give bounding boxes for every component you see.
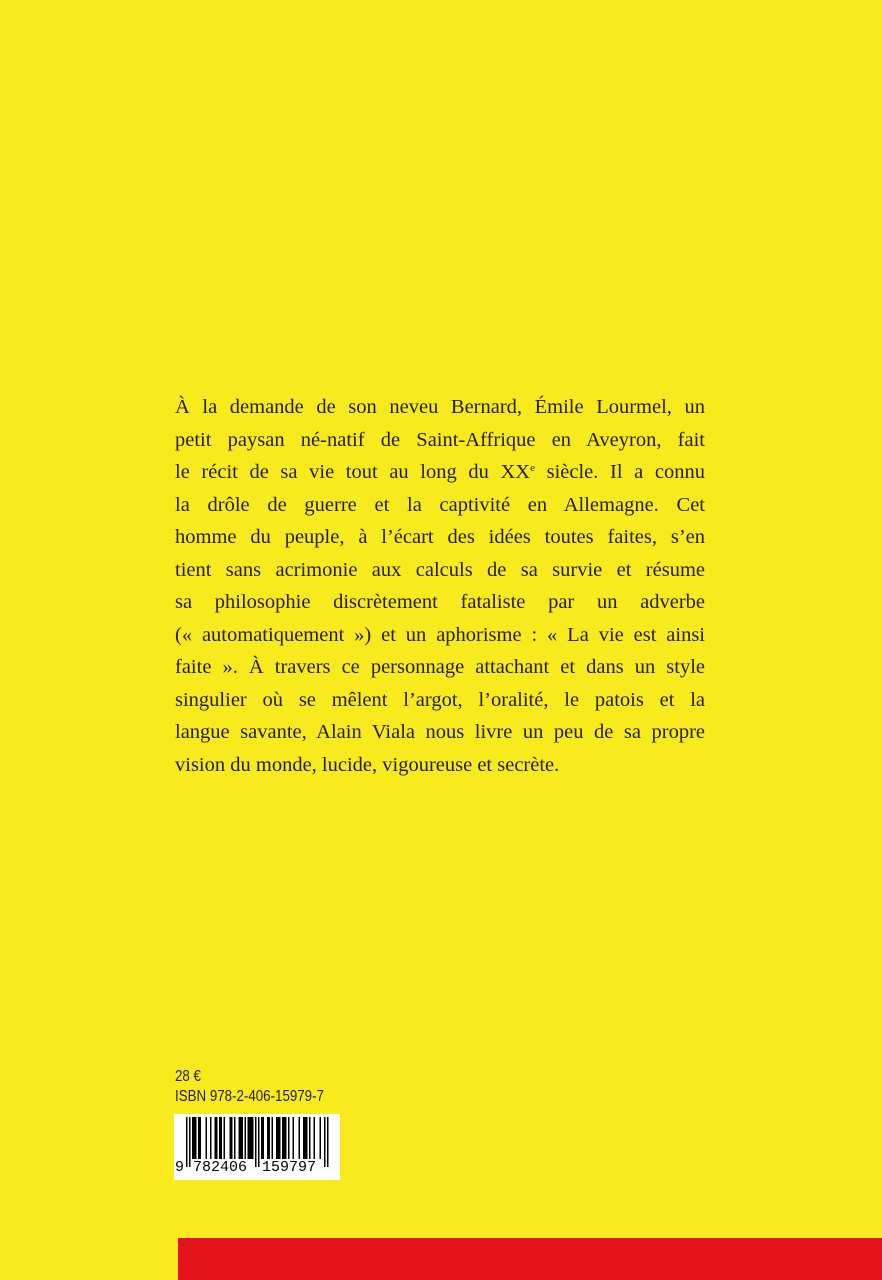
barcode-bar <box>215 1117 217 1159</box>
barcode-bar <box>320 1117 322 1159</box>
red-band <box>178 1238 882 1280</box>
blurb-line: vision du monde, lucide, vigoureuse et secrète. <box>175 753 560 776</box>
barcode-bar <box>252 1117 254 1159</box>
barcode-right-group: 159797 <box>262 1159 317 1176</box>
barcode-bar <box>200 1117 202 1159</box>
blurb-line: homme du peuple, à l’écart des idées toutes faites, s’en <box>175 526 705 548</box>
barcode-bar <box>234 1117 236 1159</box>
back-cover-blurb <box>175 391 705 781</box>
barcode-bar <box>288 1117 290 1159</box>
barcode-bar <box>309 1117 311 1159</box>
barcode-bar <box>261 1117 263 1159</box>
century-numeral: XX <box>500 461 531 483</box>
blurb-line: sa philosophie discrètement fataliste par un adverbe <box>175 591 705 613</box>
barcode-bar <box>269 1117 271 1159</box>
barcode-bar <box>305 1117 307 1159</box>
blurb-line: À la demande de son neveu Bernard, Émile Lourmel, un <box>175 396 705 418</box>
barcode-bar <box>206 1117 208 1159</box>
blurb-line <box>175 456 705 489</box>
barcode-first-digit: 9 <box>175 1159 185 1176</box>
blurb-line: faite ». À travers ce personnage attachant et dans un style <box>175 656 705 678</box>
barcode-bar <box>248 1117 250 1159</box>
barcode-bar <box>282 1117 284 1159</box>
blurb-line: petit paysan né-natif de Saint-Affrique en Aveyron, fait <box>175 428 705 451</box>
blurb-line: tient sans acrimonie aux calculs de sa survie et résume <box>175 558 705 581</box>
barcode-bar <box>231 1117 233 1159</box>
blurb-line: (« automatiquement ») et un aphorisme : « La vie est ainsi <box>175 623 705 646</box>
barcode-bar <box>219 1117 221 1159</box>
barcode-bar <box>195 1117 197 1159</box>
barcode-bar <box>192 1117 194 1159</box>
barcode-bar <box>299 1117 301 1159</box>
barcode-bar <box>272 1117 274 1159</box>
isbn-barcode <box>174 1114 340 1180</box>
barcode-bar <box>194 1117 196 1159</box>
barcode-bar <box>245 1117 247 1159</box>
barcode-bar <box>210 1117 212 1159</box>
barcode-bar <box>285 1117 287 1159</box>
barcode-bar <box>221 1117 223 1159</box>
barcode-bar <box>251 1117 253 1159</box>
blurb-line: la drôle de guerre et la captivité en Allemagne. Cet <box>175 493 705 516</box>
barcode-bar <box>239 1117 241 1159</box>
blurb-line: singulier où se mêlent l’argot, l’oralité, le patois et la <box>175 688 705 711</box>
barcode-bar <box>216 1117 218 1159</box>
barcode-bar <box>278 1117 280 1159</box>
barcode-bar <box>242 1117 244 1159</box>
blurb-line: langue savante, Alain Viala nous livre un peu de sa propre <box>175 721 705 743</box>
barcode-left-group: 782406 <box>193 1159 248 1176</box>
barcode-bar <box>303 1117 305 1159</box>
barcode-bar <box>198 1117 200 1159</box>
barcode-bar <box>263 1117 265 1159</box>
barcode-bar <box>249 1117 251 1159</box>
barcode-bar <box>284 1117 286 1159</box>
price: 28 € <box>175 1068 201 1085</box>
barcode-digits <box>174 1159 340 1177</box>
blurb-line-part: siècle. Il a connu <box>546 461 705 483</box>
barcode-bar <box>293 1117 295 1159</box>
isbn: ISBN 978-2-406-15979-7 <box>175 1088 324 1105</box>
barcode-bar <box>240 1117 242 1159</box>
blurb-line-part: le récit de sa vie tout au long du <box>175 461 489 483</box>
barcode-bar <box>279 1117 281 1159</box>
barcode-bar <box>276 1117 278 1159</box>
century-suffix: e <box>530 462 535 474</box>
barcode-bar <box>224 1117 226 1159</box>
barcode-bar <box>306 1117 308 1159</box>
barcode-bar <box>267 1117 269 1159</box>
barcode-bar <box>230 1117 232 1159</box>
barcode-bar <box>314 1117 316 1159</box>
